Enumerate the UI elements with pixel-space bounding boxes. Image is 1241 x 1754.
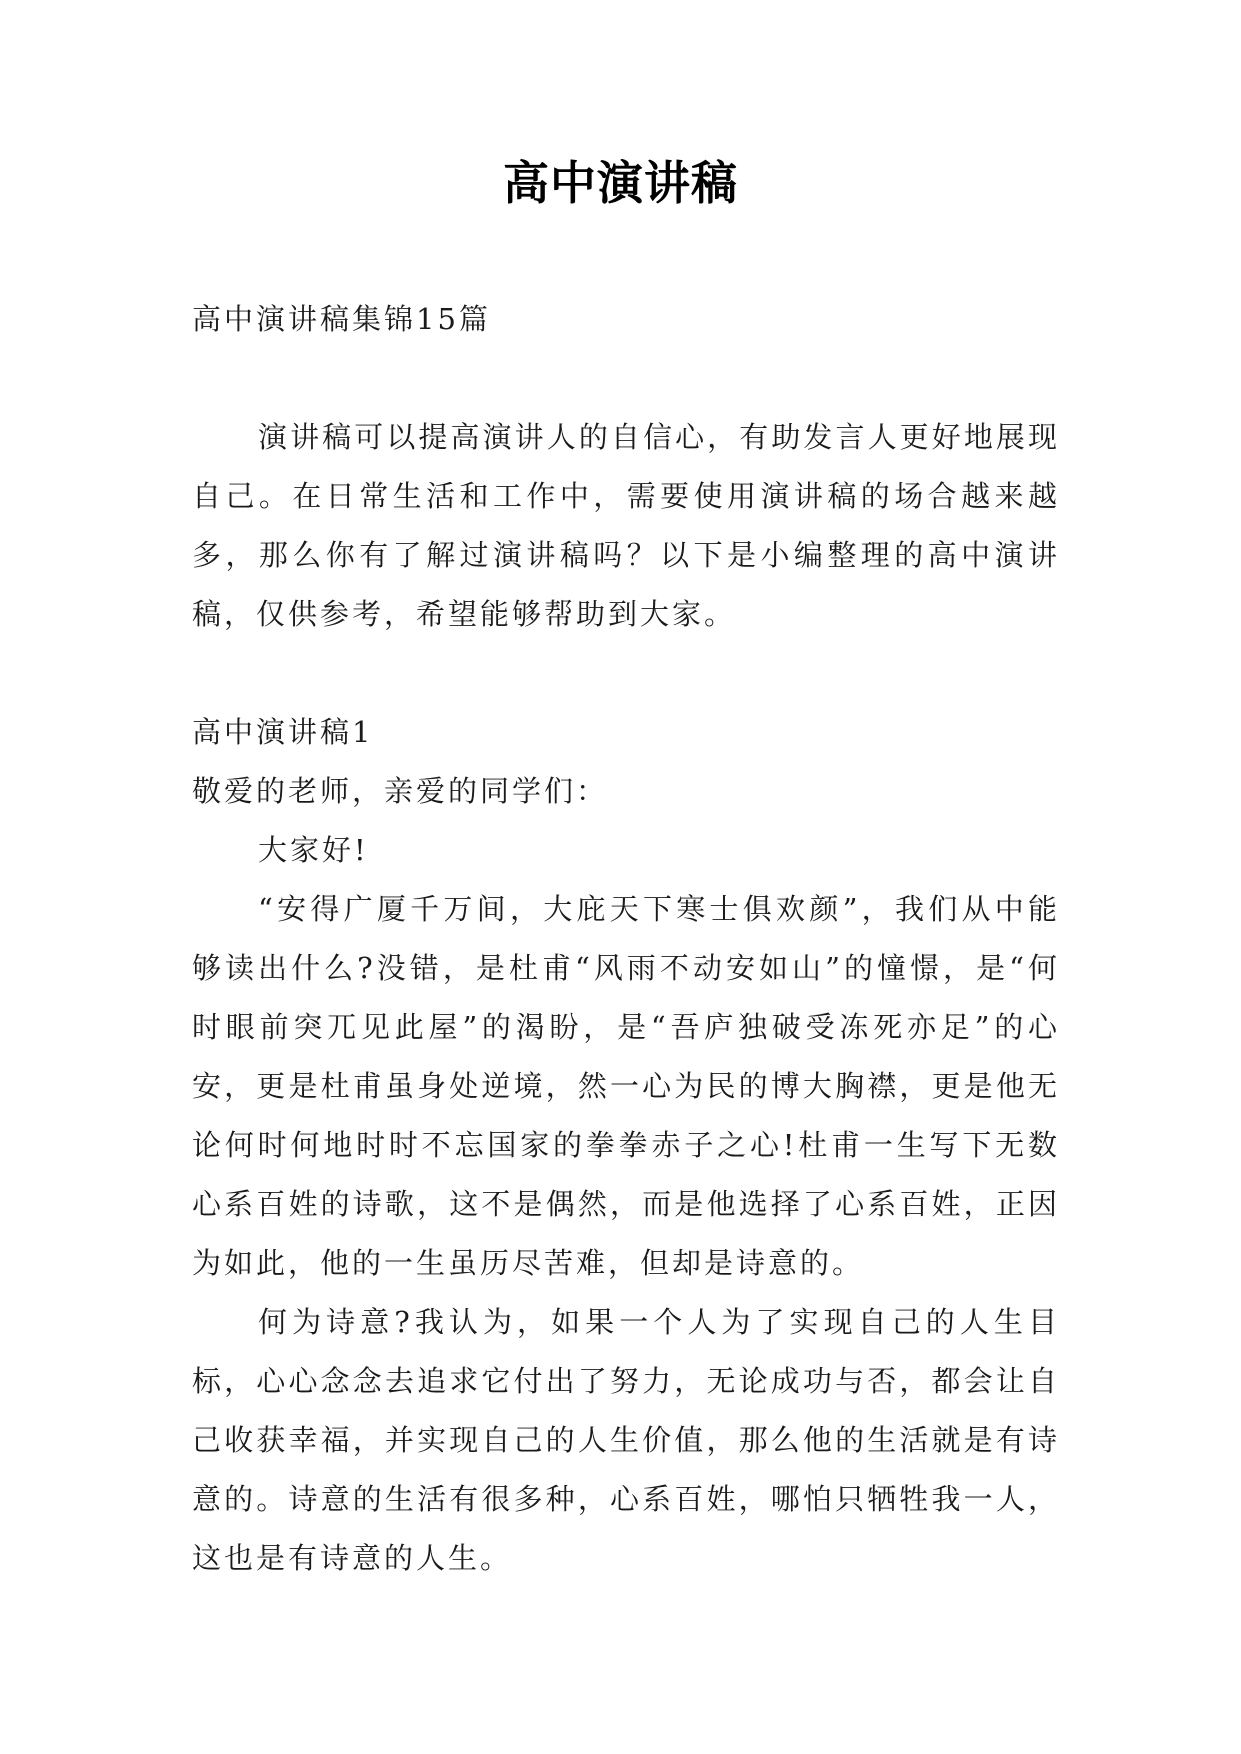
body-paragraph: “安得广厦千万间，大庇天下寒士俱欢颜”，我们从中能够读出什么?没错，是杜甫“风雨不动安如山”的憧憬，是“何时眼前突兀见此屋”的渴盼，是“吾庐独破受冻死亦足”的心安，更是杜甫虽身处逆境，然一心为民的博大胸襟，更是他无论何时何地时时不忘国家的拳拳赤子之心!杜甫一生写下无数心系百姓的诗歌，这不是偶然，而是他选择了心系百姓，正因为如此，他的一生虽历尽苦难，但却是诗意的。 [192,892,1060,1280]
section-heading: 高中演讲稿1 [192,715,374,749]
intro-paragraph: 演讲稿可以提高演讲人的自信心，有助发言人更好地展现自己。在日常生活和工作中，需要使用演讲稿的场合越来越多，那么你有了解过演讲稿吗？以下是小编整理的高中演讲稿，仅供参考，希望能够帮助到大家。 [192,420,1060,631]
document-subtitle: 高中演讲稿集锦15篇 [192,302,491,336]
body-paragraph: 何为诗意?我认为，如果一个人为了实现自己的人生目标，心心念念去追求它付出了努力，无论成功与否，都会让自己收获幸福，并实现自己的人生价值，那么他的生活就是有诗意的。诗意的生活有很多种，心系百姓，哪怕只牺牲我一人，这也是有诗意的人生。 [192,1305,1060,1575]
document-title: 高中演讲稿 [503,156,738,210]
document-body [192,290,1060,1588]
greeting: 大家好! [258,833,369,867]
salutation: 敬爱的老师，亲爱的同学们： [192,774,609,808]
